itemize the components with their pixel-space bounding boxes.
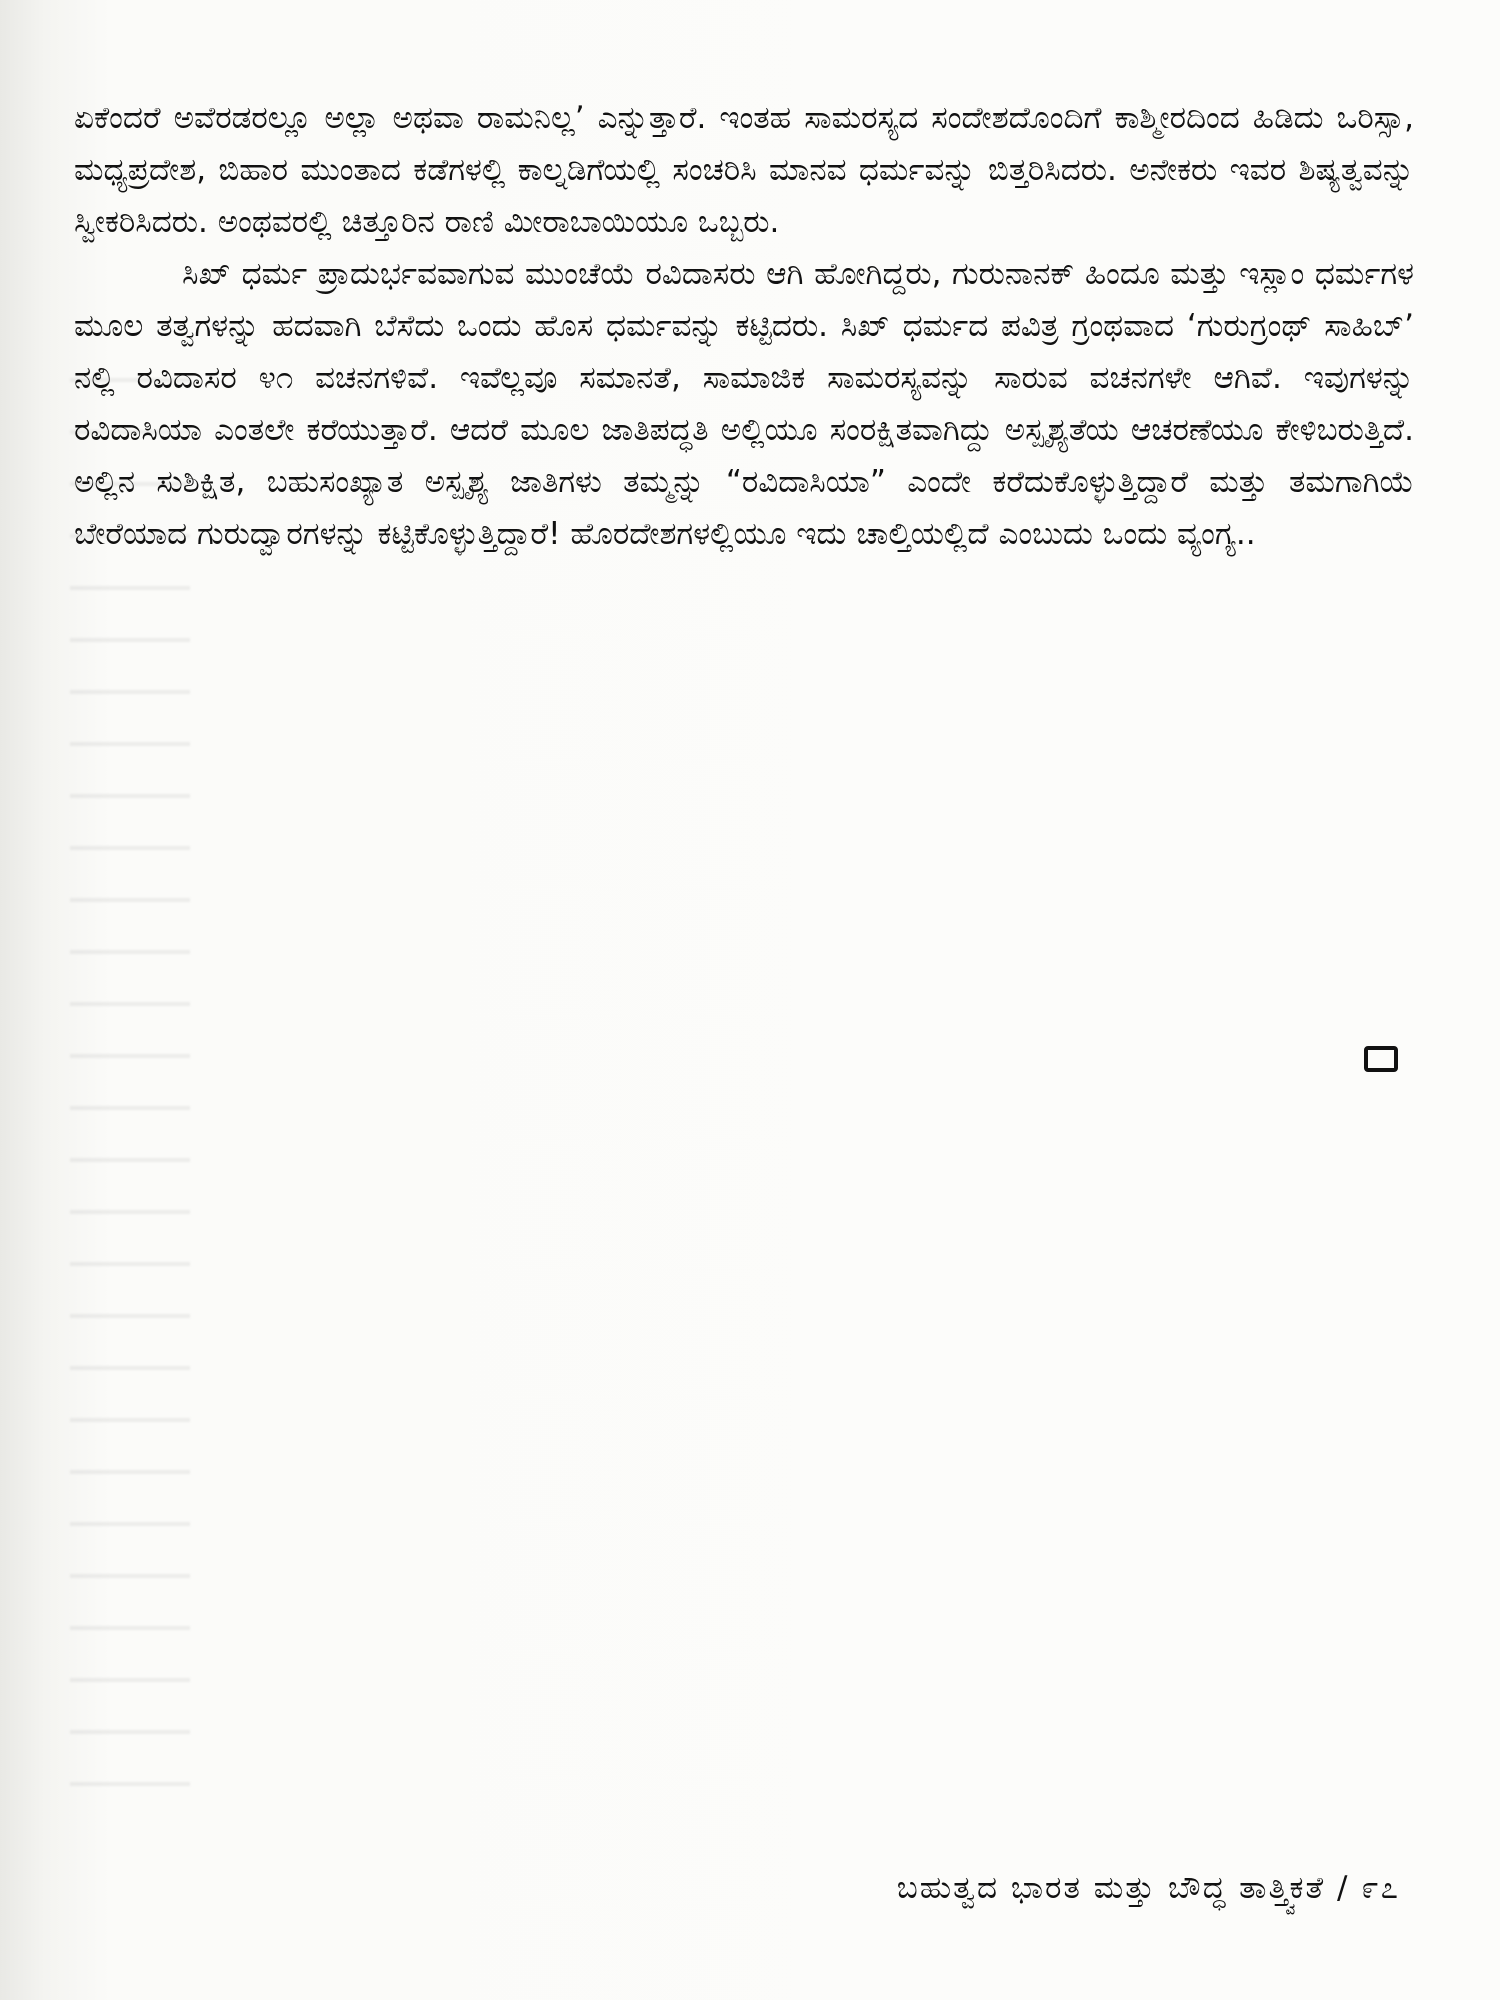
running-footer: ಬಹುತ್ವದ ಭಾರತ ಮತ್ತು ಬೌದ್ಧ ತಾತ್ತ್ವಿಕತೆ / ೯೭ (896, 1870, 1400, 1906)
bleed-through-text (70, 360, 190, 1810)
section-end-mark (1364, 1046, 1398, 1072)
body-text (74, 92, 1414, 560)
paragraph-1: ಏಕೆಂದರೆ ಅವೆರಡರಲ್ಲೂ ಅಲ್ಲಾ ಅಥವಾ ರಾಮನಿಲ್ಲ’ ಎನ್ನುತ್ತಾರೆ. ಇಂತಹ ಸಾಮರಸ್ಯದ ಸಂದೇಶದೊಂದಿಗೆ ಕಾಶ್ಮೀರದಿಂದ ಹಿಡಿದು ಒರಿಸ್ಸಾ, ಮಧ್ಯಪ್ರದೇಶ, ಬಿಹಾರ ಮುಂತಾದ ಕಡೆಗಳಲ್ಲಿ ಕಾಲ್ನಡಿಗೆಯಲ್ಲಿ ಸಂಚರಿಸಿ ಮಾನವ ಧರ್ಮವನ್ನು ಬಿತ್ತರಿಸಿದರು. ಅನೇಕರು ಇವರ ಶಿಷ್ಯತ್ವವನ್ನು ಸ್ವೀಕರಿಸಿದರು. ಅಂಥವರಲ್ಲಿ ಚಿತ್ತೂರಿನ ರಾಣಿ ಮೀರಾಬಾಯಿಯೂ ಒಬ್ಬರು. (74, 100, 1414, 240)
paragraph-2: ಸಿಖ್ ಧರ್ಮ ಪ್ರಾದುರ್ಭವವಾಗುವ ಮುಂಚೆಯೆ ರವಿದಾಸರು ಆಗಿ ಹೋಗಿದ್ದರು, ಗುರುನಾನಕ್ ಹಿಂದೂ ಮತ್ತು ಇಸ್ಲಾಂ ಧರ್ಮಗಳ ಮೂಲ ತತ್ವಗಳನ್ನು ಹದವಾಗಿ ಬೆಸೆದು ಒಂದು ಹೊಸ ಧರ್ಮವನ್ನು ಕಟ್ಟಿದರು. ಸಿಖ್ ಧರ್ಮದ ಪವಿತ್ರ ಗ್ರಂಥವಾದ ‘ಗುರುಗ್ರಂಥ್ ಸಾಹಿಬ್’ ನಲ್ಲಿ ರವಿದಾಸರ ೪೧ ವಚನಗಳಿವೆ. ಇವೆಲ್ಲವೂ ಸಮಾನತೆ, ಸಾಮಾಜಿಕ ಸಾಮರಸ್ಯವನ್ನು ಸಾರುವ ವಚನಗಳೇ ಆಗಿವೆ. ಇವುಗಳನ್ನು ರವಿದಾಸಿಯಾ ಎಂತಲೇ ಕರೆಯುತ್ತಾರೆ. ಆದರೆ ಮೂಲ ಜಾತಿಪದ್ಧತಿ ಅಲ್ಲಿಯೂ ಸಂರಕ್ಷಿತವಾಗಿದ್ದು ಅಸ್ಪೃಶ್ಯತೆಯ ಆಚರಣೆಯೂ ಕೇಳಿಬರುತ್ತಿದೆ. ಅಲ್ಲಿನ ಸುಶಿಕ್ಷಿತ, ಬಹುಸಂಖ್ಯಾತ ಅಸ್ಪೃಶ್ಯ ಜಾತಿಗಳು ತಮ್ಮನ್ನು “ರವಿದಾಸಿಯಾ” ಎಂದೇ ಕರೆದುಕೊಳ್ಳುತ್ತಿದ್ದಾರೆ ಮತ್ತು ತಮಗಾಗಿಯೆ ಬೇರೆಯಾದ ಗುರುದ್ವಾರಗಳನ್ನು ಕಟ್ಟಿಕೊಳ್ಳುತ್ತಿದ್ದಾರೆ! ಹೊರದೇಶಗಳಲ್ಲಿಯೂ ಇದು ಚಾಲ್ತಿಯಲ್ಲಿದೆ ಎಂಬುದು ಒಂದು ವ್ಯಂಗ್ಯ.. (74, 256, 1414, 552)
